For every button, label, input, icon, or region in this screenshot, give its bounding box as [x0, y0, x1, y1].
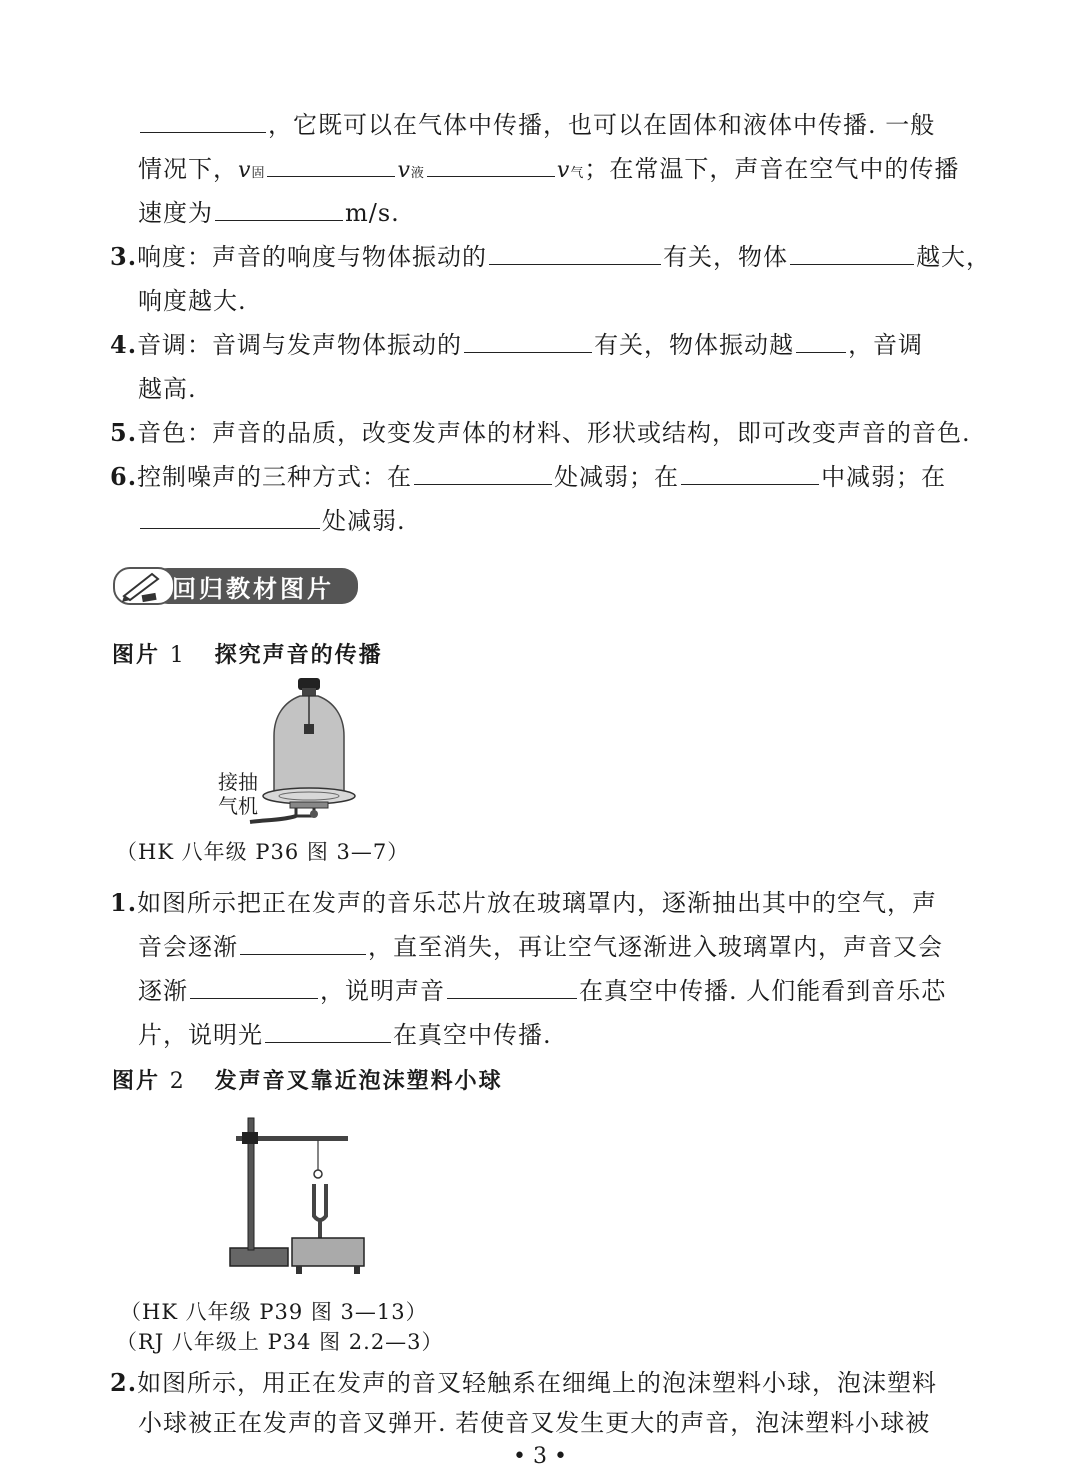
q2-line-2: 小球被正在发声的音叉弹开. 若使音叉发生更大的声音，泡沫塑料小球被	[138, 1409, 931, 1437]
q1-line-1: 1.如图所示把正在发声的音乐芯片放在玻璃罩内，逐渐抽出其中的空气，声	[110, 888, 938, 917]
figure-2-heading: 图片 2 发声音叉靠近泡沫塑料小球	[112, 1069, 503, 1094]
item-4-cont: 越高.	[138, 375, 197, 403]
q1-line-3: 逐渐 ，说明声音 在真空中传播. 人们能看到音乐芯	[138, 977, 947, 1005]
blank[interactable]	[140, 506, 320, 529]
tuning-fork-figure	[226, 1116, 376, 1278]
blank[interactable]	[489, 242, 661, 265]
section-title: 回归教材图片	[172, 575, 334, 603]
item-6: 6.控制噪声的三种方式：在 处减弱；在 中减弱；在	[110, 462, 947, 491]
blank[interactable]	[215, 198, 343, 221]
figure-2-caption-2: （RJ 八年级上 P34 图 2.2—3）	[116, 1330, 444, 1354]
intro-line-1: ，它既可以在气体中传播，也可以在固体和液体中传播. 一般	[138, 108, 935, 142]
section-banner	[112, 566, 360, 606]
figure-1-heading: 图片 1 探究声音的传播	[112, 643, 383, 668]
item-3-cont: 响度越大.	[138, 287, 247, 315]
blank[interactable]	[790, 242, 914, 265]
blank[interactable]	[796, 330, 846, 353]
intro-line-2: 情况下，v固 v液 v气；在常温下，声音在空气中的传播	[138, 155, 960, 183]
v-solid: v固	[238, 158, 266, 183]
q2-line-1: 2.如图所示，用正在发声的音叉轻触系在细绳上的泡沫塑料小球，泡沫塑料	[110, 1368, 938, 1397]
figure-1-caption: （HK 八年级 P36 图 3—7）	[116, 840, 410, 864]
blank[interactable]	[464, 330, 592, 353]
blank[interactable]	[265, 1020, 391, 1043]
blank[interactable]	[267, 154, 395, 177]
item-4: 4.音调：音调与发声物体振动的 有关，物体振动越 ，音调	[110, 330, 924, 359]
blank[interactable]	[190, 976, 318, 999]
blank[interactable]	[414, 462, 552, 485]
v-liquid: v液	[397, 158, 425, 183]
blank[interactable]	[140, 110, 266, 133]
blank[interactable]	[681, 462, 819, 485]
q1-line-4: 片，说明光 在真空中传播.	[138, 1021, 552, 1049]
blank[interactable]	[240, 932, 366, 955]
blank[interactable]	[427, 154, 555, 177]
page-number: • 3 •	[513, 1444, 567, 1469]
blank[interactable]	[447, 976, 577, 999]
intro-line-3: 速度为 m/s.	[138, 199, 400, 227]
item-6-cont: 处减弱.	[138, 504, 406, 538]
q1-line-2: 音会逐渐 ，直至消失，再让空气逐渐进入玻璃罩内，声音又会	[138, 933, 943, 961]
v-gas: v气	[556, 158, 585, 183]
item-5: 5.音色：声音的品质，改变发声体的材料、形状或结构，即可改变声音的音色.	[110, 418, 971, 447]
item-3: 3.响度：声音的响度与物体振动的 有关，物体 越大，	[110, 242, 992, 271]
figure-2-caption-1: （HK 八年级 P39 图 3—13）	[120, 1300, 428, 1324]
pump-label: 接抽 气机	[218, 770, 258, 818]
